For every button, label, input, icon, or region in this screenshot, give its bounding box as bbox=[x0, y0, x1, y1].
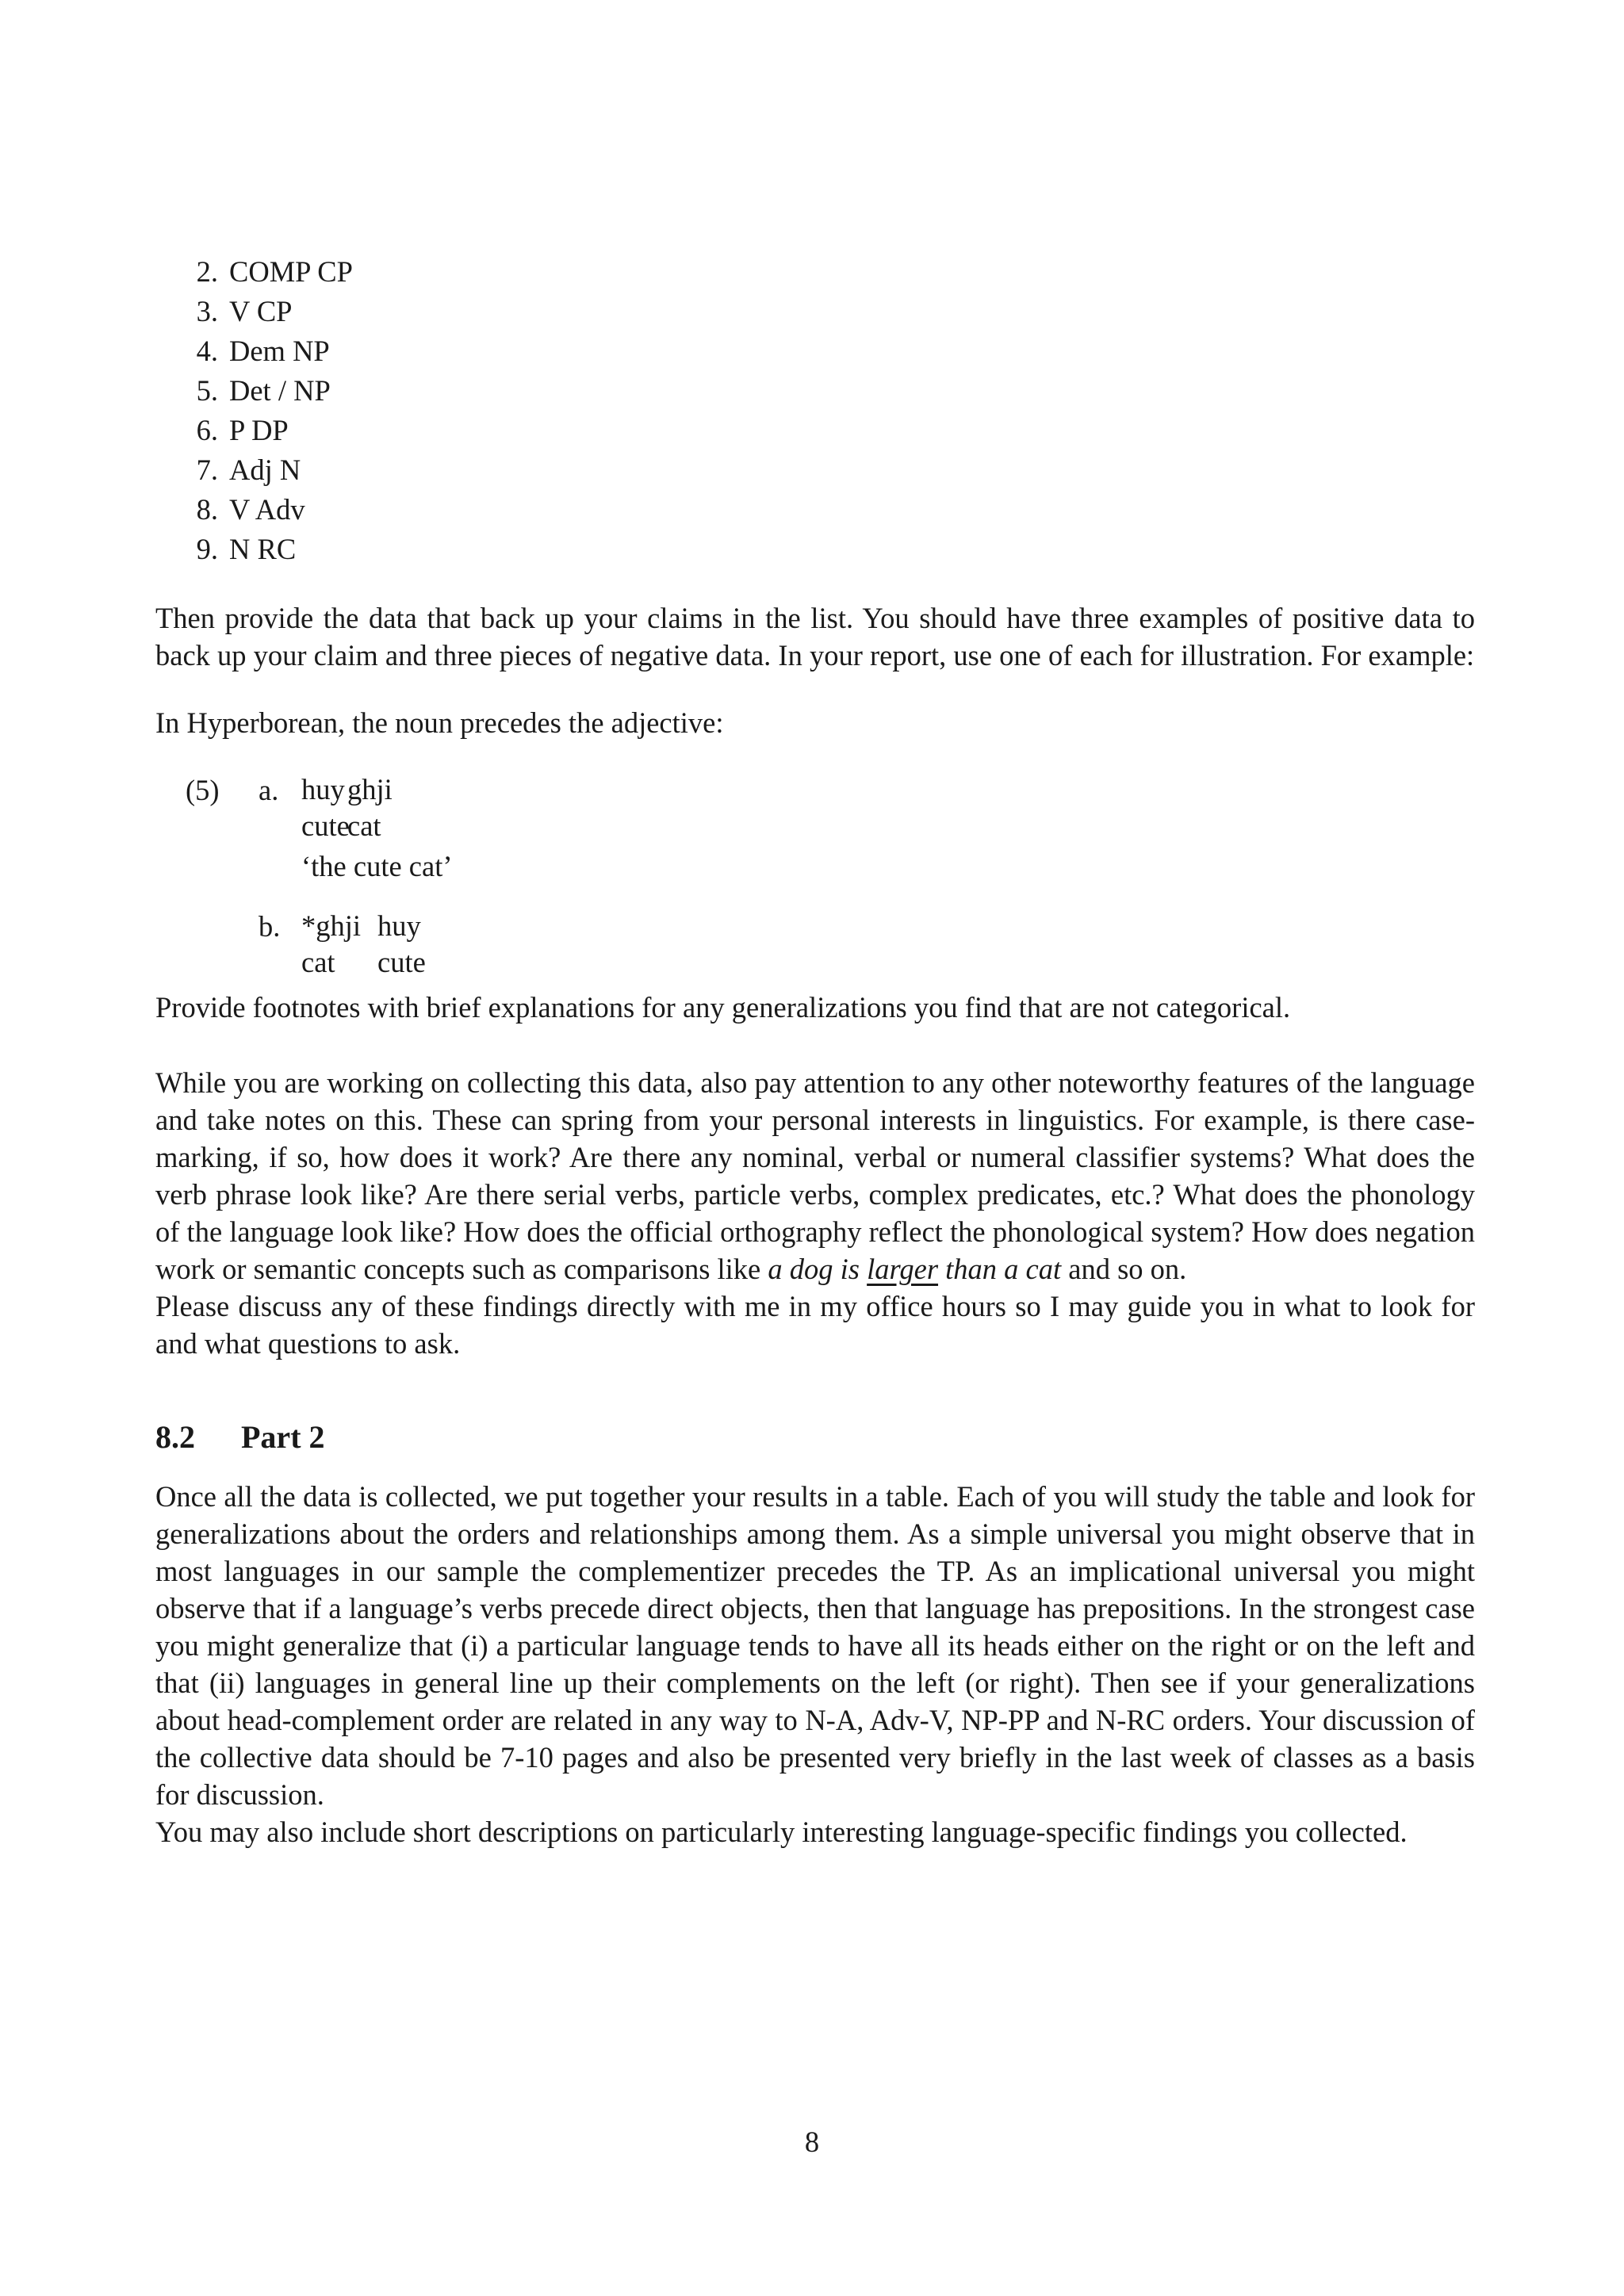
example-number: (5) bbox=[186, 774, 220, 806]
section-title: Part 2 bbox=[241, 1419, 325, 1455]
example-lines bbox=[301, 908, 426, 981]
paragraph-features: While you are working on collecting this data, also pay attention to any other noteworthy features of the language and take notes on this. These can spring from your personal interests in linguistics. For example, is there case-marking, if so, how does it work? Are there any nominal, verbal or numeral classifier systems? What does the verb phrase look like? Are there serial verbs, particle verbs, complex predicates, etc.? What does the phonology of the language look like? How does the official orthography reflect the phonological system? How does negation work or semantic concepts such as comparisons like a dog is larger than a cat and so on. bbox=[155, 1066, 1475, 1285]
paragraph-office-hours: Please discuss any of these findings directly with me in my office hours so I may guide you in what to look for and what questions to ask. bbox=[155, 1290, 1475, 1360]
list-item: 6. P DP bbox=[196, 414, 289, 446]
underlined-word: larger bbox=[867, 1253, 939, 1285]
page-number: 8 bbox=[804, 2126, 820, 2158]
list-item: 4. Dem NP bbox=[196, 335, 330, 367]
page-content bbox=[155, 252, 1475, 1850]
interlinear-example bbox=[155, 771, 1475, 989]
paragraph-provide-data: Then provide the data that back up your claims in the list. You should have three examples of positive data to back up your claim and three pieces of negative data. In your report, use one of each for illustration. For example: bbox=[155, 602, 1475, 672]
section-number: 8.2 bbox=[155, 1419, 195, 1455]
example-lines bbox=[301, 771, 452, 886]
list-item: 5. Det / NP bbox=[196, 374, 331, 407]
word-order-list bbox=[155, 252, 1475, 569]
paragraph-part2: Once all the data is collected, we put together your results in a table. Each of you will study the table and look for generalizations about the orders and relationships among them. As a simple universal you might observe that in most languages in our sample the complementizer precedes the TP. As an implicational universal you might observe that if a language’s verbs precede direct objects, then that language has prepositions. In the strongest case you might generalize that (i) a particular language tends to have all its heads either on the right or on the left and that (ii) languages in general line up their complements on the left (or right). Then see if your generalizations about head-complement order are related in any way to N-A, Adv-V, NP-PP and N-RC orders. Your discussion of the collective data should be 7-10 pages and also be presented very briefly in the last week of classes as a basis for discussion. bbox=[155, 1480, 1475, 1811]
list-item: 2. COMP CP bbox=[196, 255, 353, 288]
example-label: b. bbox=[259, 910, 281, 943]
gloss-line: cute cat bbox=[301, 809, 381, 842]
list-item: 3. V CP bbox=[196, 295, 293, 327]
paragraph-hyperborean: In Hyperborean, the noun precedes the adjective: bbox=[155, 706, 724, 739]
translation-line: ‘the cute cat’ bbox=[301, 850, 453, 882]
paragraph-include: You may also include short descriptions on particularly interesting language-specific findings you collected. bbox=[155, 1816, 1408, 1848]
object-language-line: *ghji huy bbox=[301, 909, 421, 942]
paragraph-footnotes: Provide footnotes with brief explanations for any generalizations you find that are not categorical. bbox=[155, 991, 1291, 1024]
object-language-line: huy ghji bbox=[301, 773, 393, 806]
list-item: 8. V Adv bbox=[196, 493, 305, 526]
section-heading bbox=[155, 1418, 1475, 1457]
list-item: 9. N RC bbox=[196, 533, 297, 565]
gloss-line: cat cute bbox=[301, 946, 426, 978]
example-label: a. bbox=[259, 774, 279, 806]
list-item: 7. Adj N bbox=[196, 453, 301, 486]
